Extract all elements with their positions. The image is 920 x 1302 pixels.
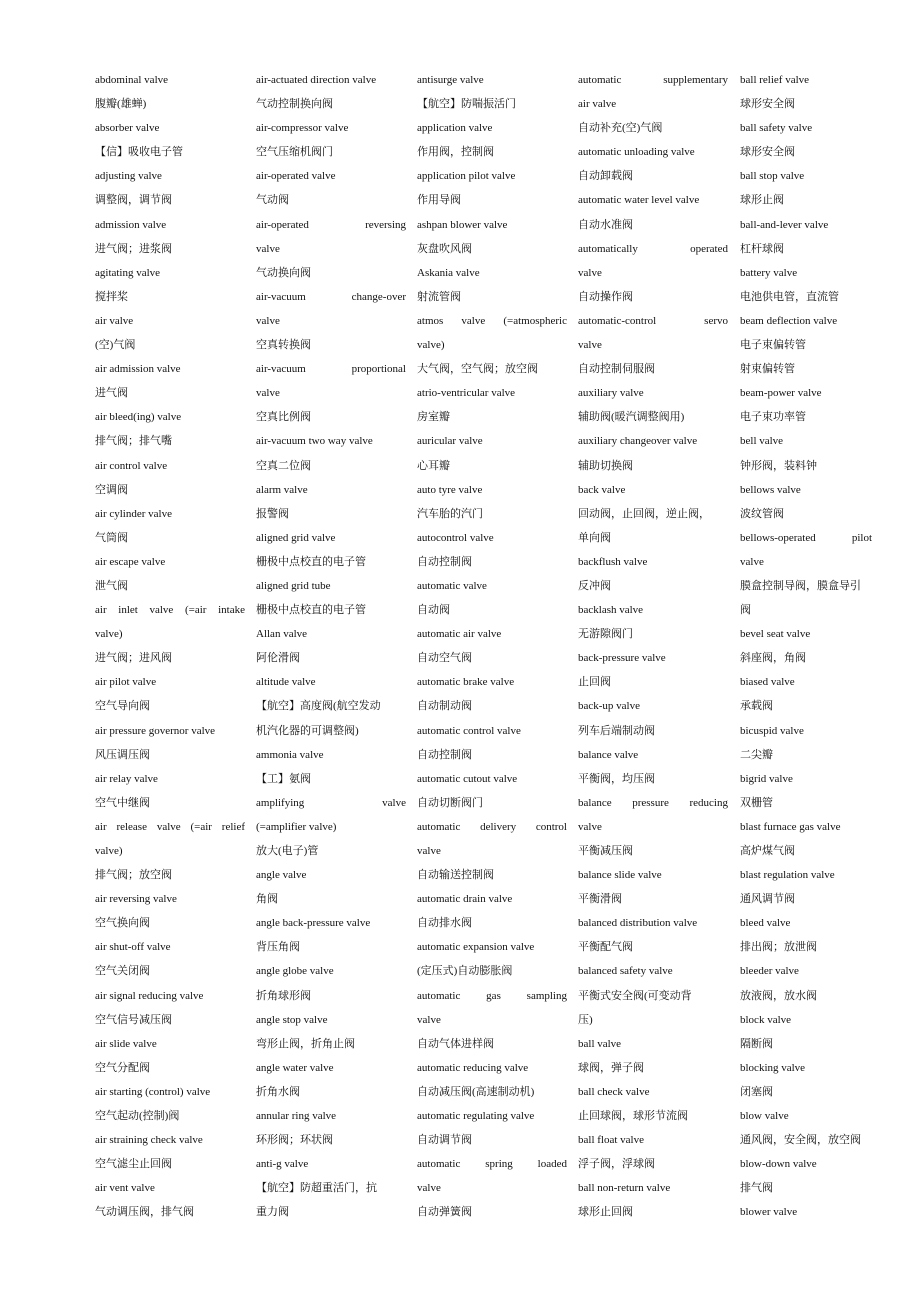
glossary-line: air signal reducing valve [95,989,204,1002]
glossary-line: 自动卸载阀 [578,170,633,183]
glossary-line: air-vacuum two way valve [256,435,373,448]
glossary-line: (空)气阀 [95,339,136,352]
glossary-line: valve [417,1182,441,1195]
glossary-line: 止回阀 [578,676,611,689]
glossary-line: automatic water level valve [578,194,700,207]
glossary-line: air-operated valve [256,170,336,183]
glossary-line: 自动气体进样阀 [417,1037,494,1050]
glossary-line: 浮子阀，浮球阀 [578,1158,655,1171]
glossary-line: 空调阀 [95,483,128,496]
glossary-line: automatic regulating valve [417,1110,535,1123]
glossary-line: ball float valve [578,1134,644,1147]
glossary-line: automatic brake valve [417,676,515,689]
glossary-line: 重力阀 [256,1206,289,1219]
glossary-line: 自动排水阀 [417,917,472,930]
glossary-line: 空真二位阀 [256,459,311,472]
glossary-line: ball non-return valve [578,1182,671,1195]
glossary-line: air release valve (=air relief [95,820,245,833]
glossary-line: air inlet valve (=air intake [95,604,245,617]
glossary-line: air relay valve [95,772,158,785]
glossary-line: 球形止阀 [740,194,784,207]
glossary-line: air-vacuum proportional [256,363,406,376]
glossary-line: 气筒阀 [95,531,128,544]
glossary-line: 栅极中点校直的电子管 [256,555,366,568]
glossary-line: 角阀 [256,893,278,906]
glossary-line: 球阀，弹子阀 [578,1061,644,1074]
glossary-line: auricular valve [417,435,483,448]
glossary-line: 气动阀 [256,194,289,207]
glossary-line: battery valve [740,266,798,279]
glossary-column-5 [740,70,872,1227]
glossary-line: 钟形阀，装料钟 [740,459,817,472]
glossary-line: 【航空】防超重活门，抗 [256,1182,377,1195]
glossary-line: 腹瓣(雄蝉) [95,98,147,111]
glossary-line: ammonia valve [256,748,324,761]
glossary-line: 空气起动(控制)阀 [95,1110,180,1123]
glossary-line: Askania valve [417,266,480,279]
glossary-line: air admission valve [95,363,181,376]
glossary-line: 膜盒控制导阀，膜盒导引 [740,579,861,592]
glossary-line: 电子束功率管 [740,411,806,424]
glossary-line: antisurge valve [417,74,484,86]
glossary-line: air cylinder valve [95,507,172,520]
glossary-line: 电池供电管，直流管 [740,290,839,303]
glossary-line: air escape valve [95,555,166,568]
glossary-line: 通风调节阀 [740,893,795,906]
glossary-line: 自动调节阀 [417,1134,472,1147]
glossary-line: valve) [417,339,445,352]
glossary-line: backlash valve [578,604,644,617]
glossary-line: 气动换向阀 [256,266,311,279]
glossary-line: autocontrol valve [417,531,494,544]
glossary-line: 空气压缩机阀门 [256,146,333,159]
glossary-line: back-pressure valve [578,652,666,665]
glossary-line: automatic-control servo [578,314,728,327]
glossary-line: 放液阀，放水阀 [740,989,817,1002]
glossary-line: absorber valve [95,122,160,135]
glossary-line: air-vacuum change-over [256,290,406,303]
glossary-line: 平衡阀，均压阀 [578,772,655,785]
glossary-line: 排气阀；排气嘴 [95,435,172,448]
glossary-line: auxiliary valve [578,387,644,400]
glossary-line: ball relief valve [740,74,810,86]
glossary-line: blast furnace gas valve [740,820,841,833]
glossary-line: balanced safety valve [578,965,673,978]
glossary-line: bellows-operated pilot [740,531,872,544]
glossary-line: 【信】吸收电子管 [95,146,183,159]
glossary-line: valve [256,314,280,327]
glossary-line: 自动切断阀门 [417,796,483,809]
glossary-line: 平衡配气阀 [578,941,633,954]
glossary-line: altitude valve [256,676,316,689]
glossary-line: 气动控制换向阀 [256,98,333,111]
glossary-line: valve [417,845,441,857]
glossary-line: air valve [578,98,617,111]
glossary-line: auxiliary changeover valve [578,435,698,448]
glossary-line: back valve [578,483,626,496]
glossary-line: 二尖瓣 [740,748,773,761]
glossary-line: 波纹管阀 [740,507,784,520]
glossary-line: 平衡式安全阀(可变动背 [578,989,692,1002]
glossary-line: 空真转换阀 [256,339,311,352]
glossary-line: 承载阀 [740,700,773,713]
glossary-line: angle water valve [256,1061,334,1074]
glossary-line: block valve [740,1013,792,1026]
glossary-line: valve [578,820,602,833]
glossary-line: 进气阀；进风阀 [95,652,172,665]
glossary-line: 调整阀，调节阀 [95,194,172,207]
glossary-line: automatic cutout valve [417,772,518,785]
glossary-line: 闭塞阀 [740,1085,773,1098]
glossary-line: valve [417,1013,441,1026]
glossary-line: 背压角阀 [256,941,300,954]
glossary-line: beam deflection valve [740,314,838,327]
glossary-line: air straining check valve [95,1134,203,1147]
glossary-line: valve [578,339,602,352]
glossary-line: backflush valve [578,555,648,568]
glossary-line: ball-and-lever valve [740,218,829,231]
glossary-line: 自动空气阀 [417,652,472,665]
glossary-line: air slide valve [95,1037,157,1050]
glossary-line: 斜座阀，角阀 [740,652,806,665]
glossary-line: 列车后端制动阀 [578,724,655,737]
glossary-line: air shut-off valve [95,941,171,954]
glossary-line: valve [578,266,602,279]
glossary-line: air reversing valve [95,893,177,906]
glossary-line: anti-g valve [256,1158,309,1171]
glossary-line: air valve [95,314,134,327]
glossary-line: air bleed(ing) valve [95,411,182,424]
glossary-line: 自动输送控制阀 [417,869,494,882]
glossary-line: blocking valve [740,1061,806,1074]
glossary-line: 排气阀；放空阀 [95,869,172,882]
glossary-line: atmos valve (=atmospheric [417,314,567,327]
glossary-line: 弯形止阀，折角止阀 [256,1037,355,1050]
glossary-line: 空气分配阀 [95,1061,150,1074]
glossary-line: ball check valve [578,1085,650,1098]
glossary-line: 平衡滑阀 [578,893,622,906]
glossary-line: 辅助切换阀 [578,459,633,472]
glossary-line: automatic control valve [417,724,521,737]
glossary-line: air-compressor valve [256,122,349,135]
glossary-line: automatic air valve [417,628,502,641]
glossary-line: 压) [578,1013,593,1026]
glossary-line: bigrid valve [740,772,793,785]
glossary-line: (定压式)自动膨胀阀 [417,965,513,978]
glossary-line: air-operated reversing [256,218,406,231]
glossary-line: Allan valve [256,628,308,641]
glossary-line: blast regulation valve [740,869,835,882]
glossary-line: valve [740,555,764,568]
glossary-line: 机汽化器的可调整阀) [256,724,359,737]
glossary-line: 隔断阀 [740,1037,773,1050]
glossary-line: 球形安全阀 [740,98,795,111]
glossary-line: 平衡减压阀 [578,845,633,857]
glossary-line: automatic unloading valve [578,146,695,159]
glossary-line: 阿伦滑阀 [256,652,300,665]
glossary-line: agitating valve [95,266,161,279]
glossary-line: ball valve [578,1037,622,1050]
glossary-line: blow-down valve [740,1158,817,1171]
glossary-line: biased valve [740,676,795,689]
glossary-line: automatic drain valve [417,893,513,906]
glossary-line: 空气中继阀 [95,796,150,809]
glossary-line: automatic reducing valve [417,1061,529,1074]
glossary-line: balance slide valve [578,869,662,882]
glossary-line: 【航空】防喘振活门 [417,98,516,111]
glossary-line: amplifying valve [256,796,406,809]
glossary-line: 作用导阀 [417,194,461,207]
glossary-line: 汽车胎的汽门 [417,507,483,520]
glossary-column-4 [578,70,728,1227]
glossary-line: automatic supplementary [578,74,728,86]
glossary-line: automatic spring loaded [417,1158,567,1171]
glossary-line: air starting (control) valve [95,1085,211,1098]
glossary-line: 射流管阀 [417,290,461,303]
glossary-line: blower valve [740,1206,798,1219]
glossary-line: 进气阀 [95,387,128,400]
glossary-line: application valve [417,122,493,135]
glossary-line: air pressure governor valve [95,724,216,737]
glossary-column-1 [95,70,245,1227]
glossary-column-3 [417,70,567,1227]
glossary-line: 搅拌桨 [95,290,128,303]
glossary-line: alarm valve [256,483,308,496]
glossary-line: 进气阀；进浆阀 [95,242,172,255]
glossary-line: 自动制动阀 [417,700,472,713]
glossary-line: angle stop valve [256,1013,328,1026]
glossary-line: 排气阀 [740,1182,773,1195]
glossary-line: 空气导向阀 [95,700,150,713]
glossary-line: admission valve [95,218,167,231]
glossary-line: angle back-pressure valve [256,917,371,930]
glossary-line: valve) [95,845,123,857]
glossary-line: 报警阀 [256,507,289,520]
glossary-line: 单向阀 [578,531,611,544]
glossary-line: 自动弹簧阀 [417,1206,472,1219]
glossary-line: atrio-ventricular valve [417,387,516,400]
glossary-line: 风压调压阀 [95,748,150,761]
glossary-line: 气动调压阀，排气阀 [95,1206,194,1219]
glossary-line: 双栅管 [740,796,773,809]
glossary-line: 折角球形阀 [256,989,311,1002]
glossary-line: valve [256,242,280,255]
glossary-line: abdominal valve [95,74,169,86]
glossary-line: valve [256,387,280,400]
glossary-line: 折角水阀 [256,1085,300,1098]
glossary-line: 排出阀；放泄阀 [740,941,817,954]
glossary-line: 自动水准阀 [578,218,633,231]
glossary-line: angle valve [256,869,307,882]
glossary-line: bellows valve [740,483,801,496]
glossary-line: aligned grid valve [256,531,336,544]
glossary-line: 阀 [740,604,751,617]
glossary-line: 大气阀，空气阀；放空阀 [417,363,538,376]
glossary-line: automatic valve [417,579,487,592]
glossary-line: balanced distribution valve [578,917,698,930]
glossary-line: 自动控制伺服阀 [578,363,655,376]
glossary-line: 回动阀，止回阀，逆止阀， [578,507,710,520]
glossary-line: angle globe valve [256,965,334,978]
glossary-line: 无游隙阀门 [578,628,633,641]
glossary-line: auto tyre valve [417,483,483,496]
glossary-line: bleed valve [740,917,791,930]
glossary-line: bicuspid valve [740,724,804,737]
glossary-line: 辅助阀(暖汽调整阀用) [578,411,685,424]
glossary-line: 空气关闭阀 [95,965,150,978]
glossary-line: 栅极中点校直的电子管 [256,604,366,617]
glossary-line: 反冲阀 [578,579,611,592]
glossary-line: bleeder valve [740,965,799,978]
glossary-line: ball safety valve [740,122,813,135]
glossary-line: air vent valve [95,1182,155,1195]
glossary-line: ball stop valve [740,170,805,183]
glossary-line: 自动减压阀(高速制动机) [417,1085,535,1098]
glossary-line: 放大(电子)管 [256,845,319,857]
glossary-line: balance valve [578,748,639,761]
glossary-line: annular ring valve [256,1110,337,1123]
glossary-line: ashpan blower valve [417,218,508,231]
glossary-line: 心耳瓣 [417,459,450,472]
glossary-line: 自动控制阀 [417,555,472,568]
glossary-line: 电子束偏转管 [740,339,806,352]
glossary-line: 止回球阀，球形节流阀 [578,1110,688,1123]
glossary-line: 射束偏转管 [740,363,795,376]
glossary-line: 灰盘吹风阀 [417,242,472,255]
glossary-line: 自动控制阀 [417,748,472,761]
glossary-line: automatic expansion valve [417,941,535,954]
glossary-line: bell valve [740,435,784,448]
glossary-line: 自动阀 [417,604,450,617]
glossary-line: 自动操作阀 [578,290,633,303]
glossary-line: 作用阀，控制阀 [417,146,494,159]
glossary-line: 杠杆球阀 [740,242,784,255]
glossary-line: 球形安全阀 [740,146,795,159]
glossary-line: back-up valve [578,700,640,713]
glossary-line: air-actuated direction valve [256,74,377,86]
glossary-line: 房室瓣 [417,411,450,424]
glossary-line: automatic gas sampling [417,989,567,1002]
glossary-line: 球形止回阀 [578,1206,633,1219]
glossary-line: balance pressure reducing [578,796,728,809]
glossary-line: 环形阀；环状阀 [256,1134,333,1147]
glossary-line: automatically operated [578,242,728,255]
glossary-line: blow valve [740,1110,789,1123]
glossary-column-2 [256,70,406,1227]
glossary-line: 【航空】高度阀(航空发动 [256,700,381,713]
glossary-line: automatic delivery control [417,820,567,833]
glossary-line: beam-power valve [740,387,822,400]
glossary-line: bevel seat valve [740,628,811,641]
glossary-line: valve) [95,628,123,641]
glossary-line: 高炉煤气阀 [740,845,795,857]
glossary-line: 【工】氨阀 [256,772,311,785]
glossary-line: air control valve [95,459,168,472]
glossary-line: 自动补充(空)气阀 [578,122,663,135]
glossary-line: adjusting valve [95,170,162,183]
glossary-line: 空气信号减压阀 [95,1013,172,1026]
glossary-line: 空气换向阀 [95,917,150,930]
glossary-line: aligned grid tube [256,579,331,592]
glossary-line: (=amplifier valve) [256,820,337,833]
glossary-line: 空气滤尘止回阀 [95,1158,172,1171]
glossary-line: 空真比例阀 [256,411,311,424]
glossary-line: application pilot valve [417,170,516,183]
glossary-line: 泄气阀 [95,579,128,592]
glossary-line: air pilot valve [95,676,157,689]
glossary-line: 通风阀，安全阀，放空阀 [740,1134,861,1147]
